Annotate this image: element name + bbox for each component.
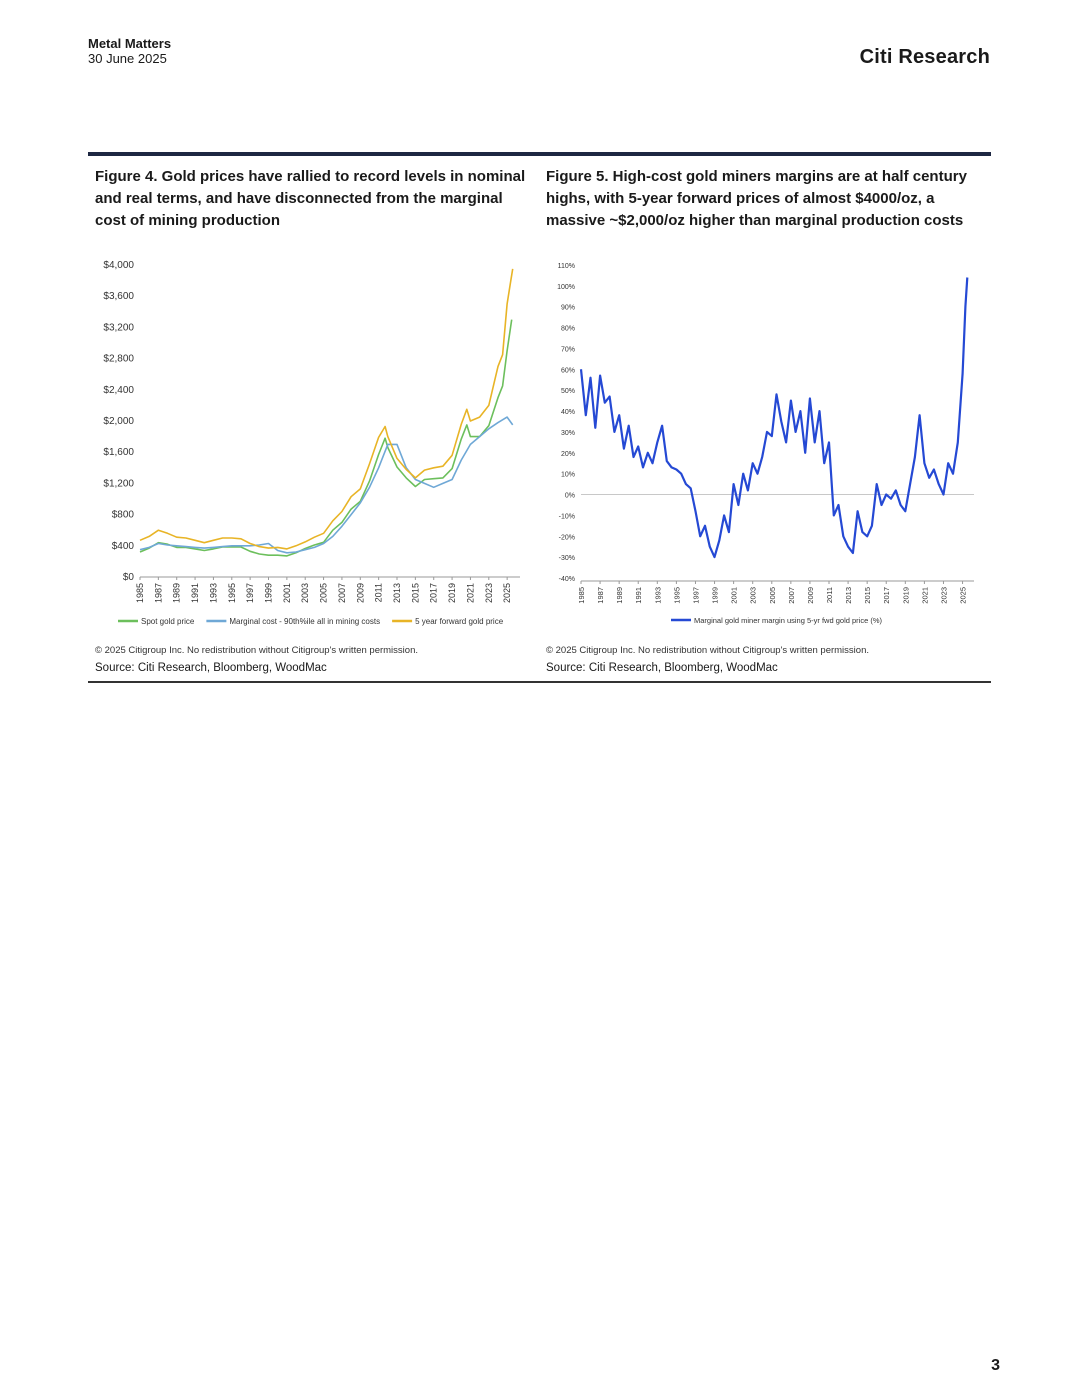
series-line <box>140 269 513 549</box>
x-tick-label: 1991 <box>190 583 201 604</box>
y-tick-label: $3,200 <box>103 322 134 334</box>
publication-date: 30 June 2025 <box>88 51 167 66</box>
x-tick-label: 1997 <box>691 587 701 604</box>
series-line <box>581 278 967 558</box>
y-tick-label: $2,400 <box>103 384 134 396</box>
figure4-source: Source: Citi Research, Bloomberg, WoodMac <box>95 662 327 674</box>
x-tick-label: 2007 <box>786 587 796 604</box>
bottom-divider <box>88 681 991 683</box>
x-tick-label: 1985 <box>577 587 586 604</box>
x-tick-label: 2009 <box>805 587 815 604</box>
figure5-title: Figure 5. High-cost gold miners margins are at half century highs, with 5-year forward prices of almost $4000/oz, a massive ~$2,000/oz higher than marginal production costs <box>546 168 967 229</box>
figure5-source: Source: Citi Research, Bloomberg, WoodMac <box>546 662 778 674</box>
x-tick-label: 1999 <box>263 583 274 604</box>
legend-label: Marginal cost - 90th%ile all in mining costs <box>229 617 381 626</box>
x-tick-label: 2025 <box>502 583 513 604</box>
x-tick-label: 2021 <box>465 583 476 604</box>
y-tick-label: 10% <box>560 471 575 479</box>
y-tick-label: $3,600 <box>103 291 134 303</box>
legend-label: Spot gold price <box>141 617 195 626</box>
x-tick-label: 1999 <box>710 587 720 604</box>
x-tick-label: 1987 <box>596 587 606 604</box>
x-tick-label: 1987 <box>153 583 164 604</box>
y-tick-label: $2,800 <box>103 353 134 365</box>
x-tick-label: 2023 <box>939 587 949 604</box>
legend-label: 5 year forward gold price <box>415 617 504 626</box>
x-tick-label: 1991 <box>634 587 644 604</box>
x-tick-label: 2007 <box>336 583 347 604</box>
x-tick-label: 2011 <box>373 583 384 603</box>
y-tick-label: 30% <box>560 429 575 437</box>
x-tick-label: 2019 <box>447 583 458 604</box>
y-tick-label: 110% <box>557 263 575 270</box>
y-tick-label: -30% <box>558 555 575 563</box>
y-tick-label: 100% <box>557 283 575 291</box>
x-tick-label: 1993 <box>653 587 663 604</box>
page-number: 3 <box>991 1357 1000 1374</box>
figure4-title: Figure 4. Gold prices have rallied to record levels in nominal and real terms, and have disconnected from the marginal cost of mining production <box>95 168 526 229</box>
x-tick-label: 2003 <box>748 587 758 604</box>
x-tick-label: 2017 <box>882 587 892 604</box>
x-tick-label: 1995 <box>226 583 237 604</box>
y-tick-label: 70% <box>560 346 575 354</box>
y-tick-label: -20% <box>558 534 575 542</box>
y-tick-label: $1,200 <box>103 478 134 490</box>
series-line <box>140 320 512 556</box>
figure4-chart <box>90 252 530 634</box>
x-tick-label: 1993 <box>208 583 219 604</box>
x-tick-label: 2013 <box>844 587 854 604</box>
y-tick-label: $0 <box>122 572 134 583</box>
y-tick-label: 0% <box>564 492 575 500</box>
brand-logo-text: Citi Research <box>859 46 990 68</box>
y-tick-label: 40% <box>560 409 575 417</box>
top-divider <box>88 152 991 156</box>
y-tick-label: 20% <box>560 450 575 458</box>
figure4-copyright: © 2025 Citigroup Inc. No redistribution without Citigroup's written permission. <box>95 645 418 656</box>
x-tick-label: 2025 <box>958 587 968 604</box>
x-tick-label: 2021 <box>920 587 930 604</box>
y-tick-label: 60% <box>560 367 575 375</box>
x-tick-label: 2017 <box>428 583 439 604</box>
y-tick-label: $4,000 <box>103 260 134 271</box>
x-tick-label: 1989 <box>171 583 182 604</box>
x-tick-label: 2009 <box>355 583 366 604</box>
x-tick-label: 1989 <box>615 587 625 604</box>
y-tick-label: $400 <box>111 540 134 552</box>
y-tick-label: -10% <box>558 513 575 521</box>
legend-label: Marginal gold miner margin using 5-yr fwd gold price (%) <box>694 616 882 625</box>
x-tick-label: 2019 <box>901 587 911 604</box>
y-tick-label: $800 <box>111 509 134 521</box>
x-tick-label: 1997 <box>245 583 256 604</box>
y-tick-label: $1,600 <box>103 447 134 459</box>
x-tick-label: 1985 <box>135 583 145 604</box>
x-tick-label: 2013 <box>392 583 403 604</box>
x-tick-label: 1995 <box>672 587 682 604</box>
figure5-chart <box>541 252 991 634</box>
y-tick-label: 50% <box>560 388 575 396</box>
x-tick-label: 2001 <box>729 587 739 604</box>
y-tick-label: 80% <box>560 325 575 333</box>
x-tick-label: 2001 <box>281 583 292 604</box>
x-tick-label: 2003 <box>300 583 311 604</box>
x-tick-label: 2015 <box>410 583 421 604</box>
publication-name: Metal Matters <box>88 36 172 51</box>
report-header <box>88 36 171 67</box>
x-tick-label: 2005 <box>318 583 329 604</box>
x-tick-label: 2023 <box>483 583 494 604</box>
x-tick-label: 2005 <box>767 587 777 604</box>
y-tick-label: $2,000 <box>103 416 134 427</box>
x-tick-label: 2015 <box>863 587 873 604</box>
y-tick-label: -40% <box>558 576 575 583</box>
x-tick-label: 2011 <box>825 587 835 604</box>
figure5-copyright: © 2025 Citigroup Inc. No redistribution without Citigroup's written permission. <box>546 645 869 656</box>
y-tick-label: 90% <box>560 304 575 312</box>
